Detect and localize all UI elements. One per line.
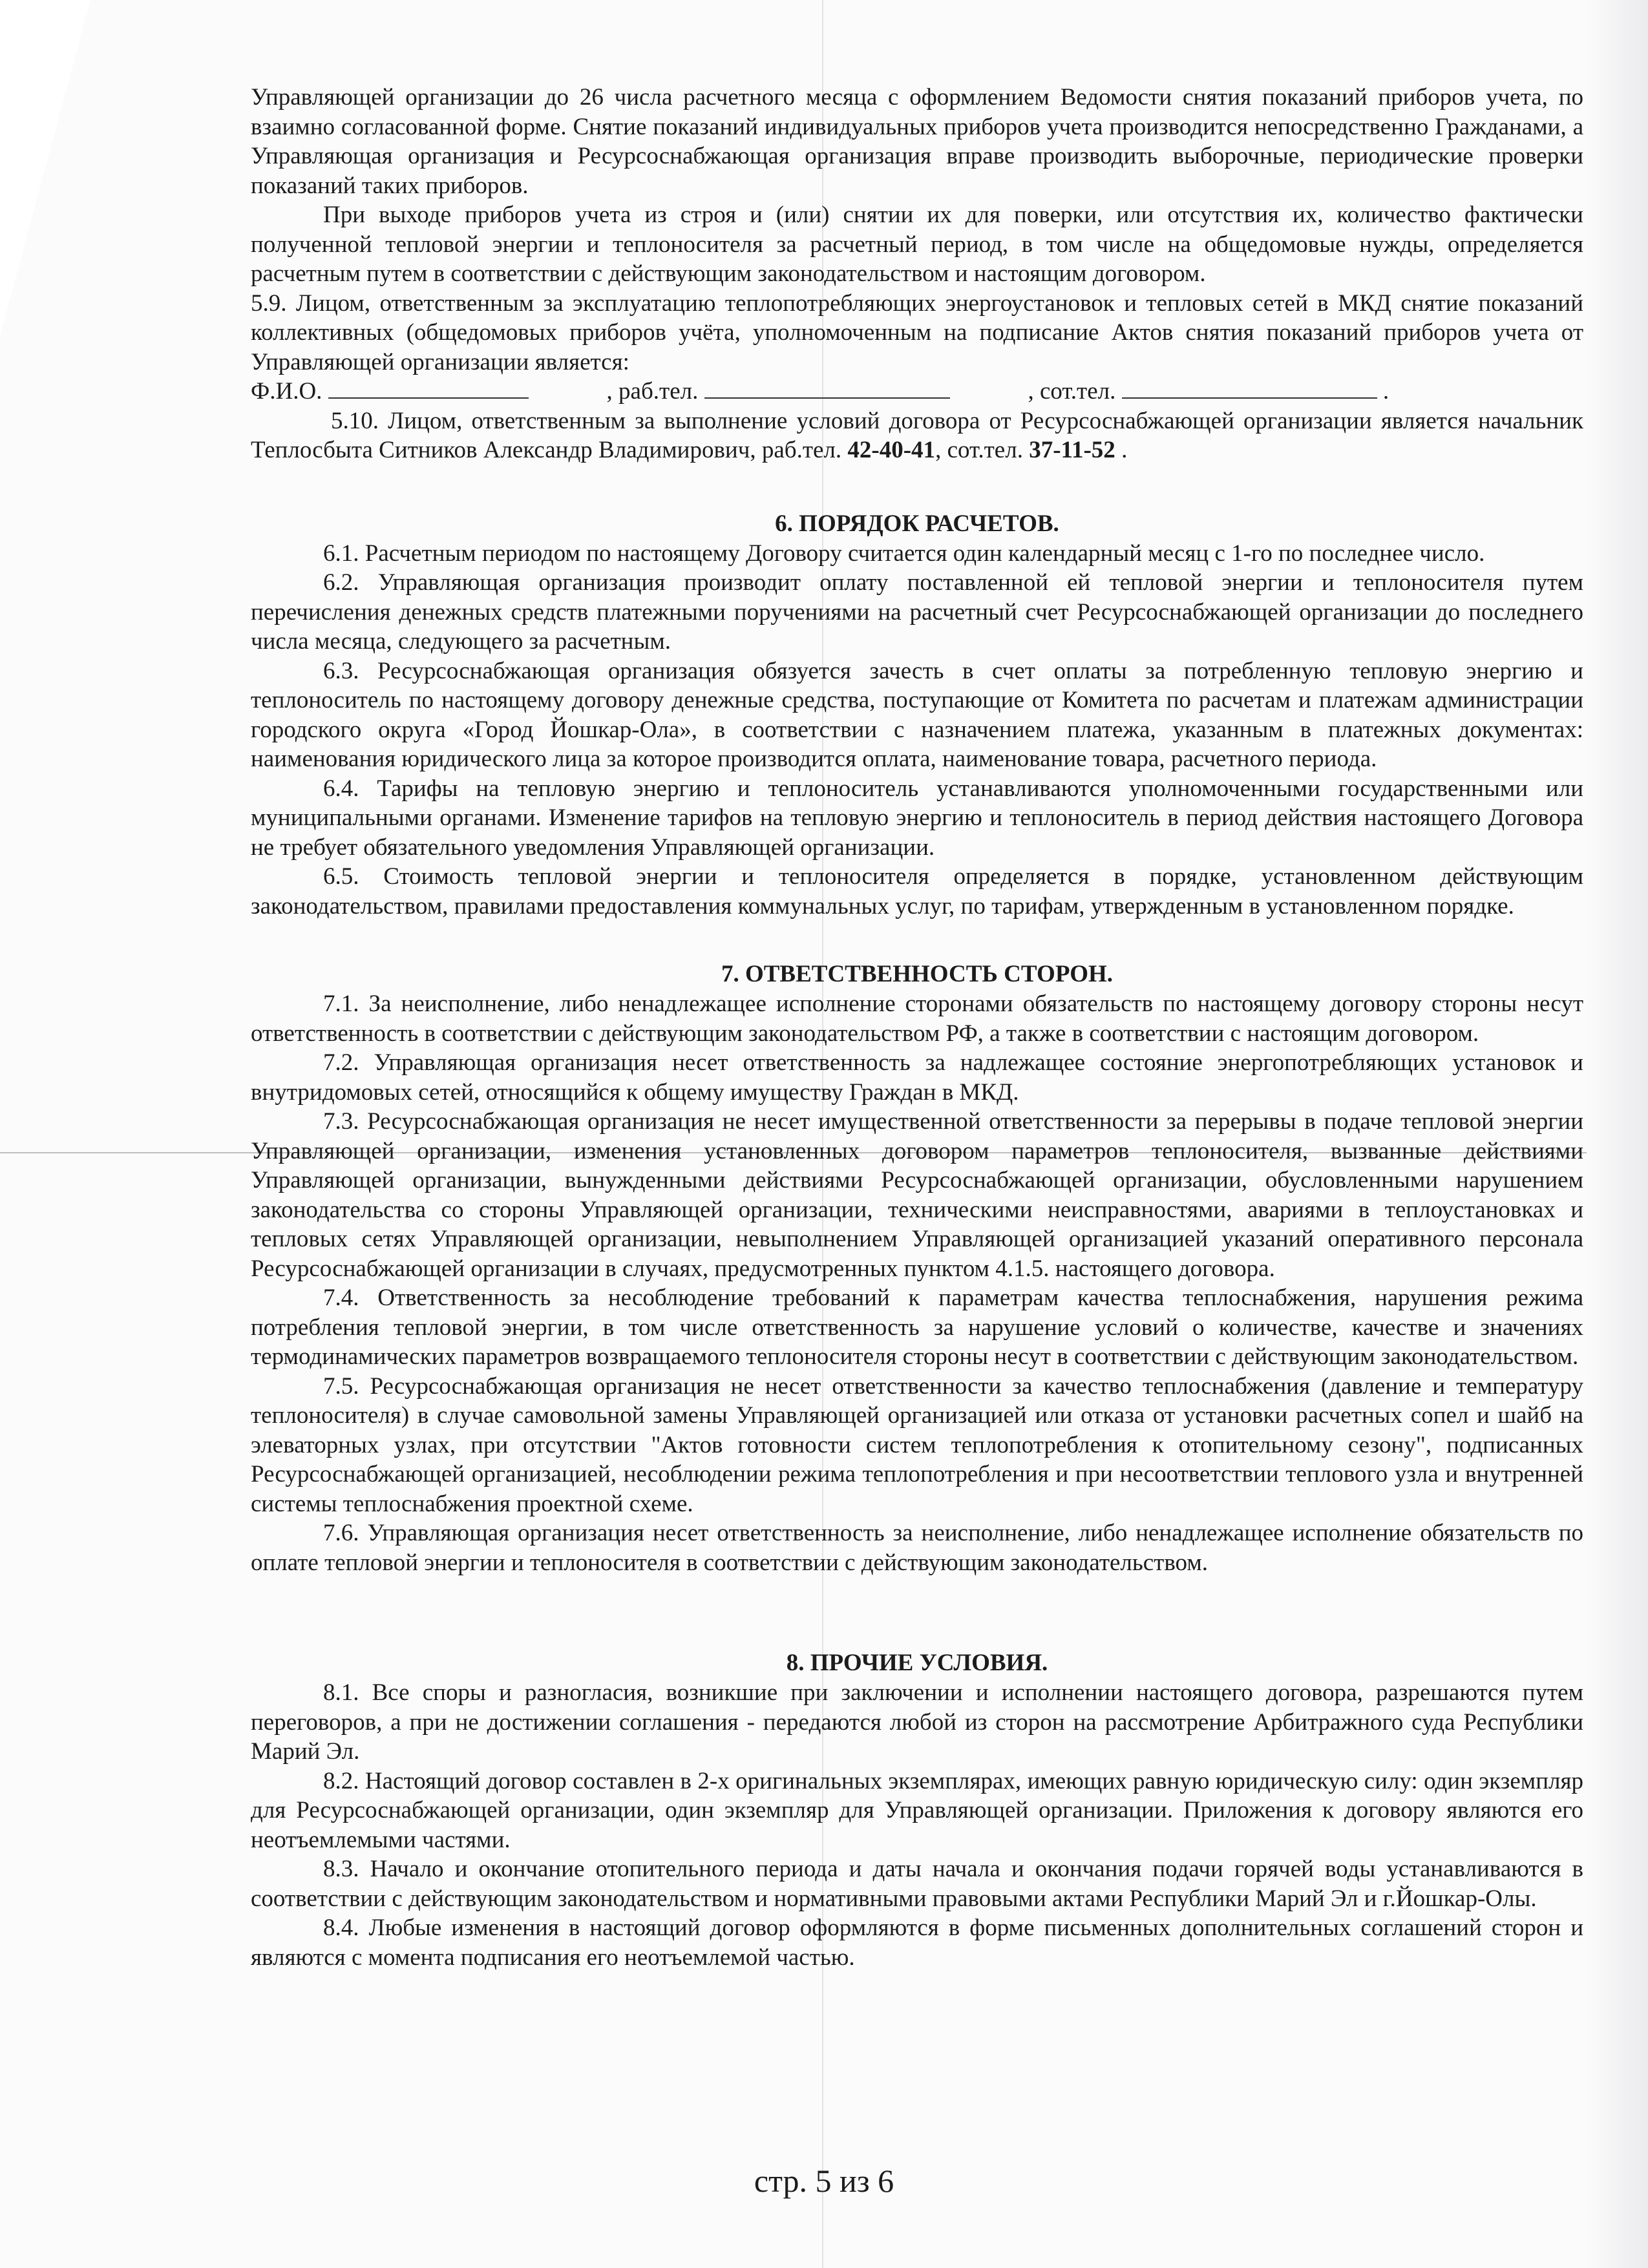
responsible-person-fields [251, 377, 1583, 406]
clause-6-3: 6.3. Ресурсоснабжающая организация обязуется зачесть в счет оплаты за потребленную тепловую энергию и теплоноситель по настоящему договору денежные средства, поступающие от Комитета по расчетам и платежам администрации городского округа «Город Йошкар-Ола», в соответствии с назначением платежа, указанным в платежных документах: наименования юридического лица за которое производится оплата, наименование товара, расчетного периода. [251, 657, 1583, 772]
work-phone-blank [704, 378, 950, 399]
section-7-heading: 7. ОТВЕТСТВЕННОСТЬ СТОРОН. [721, 961, 1114, 987]
folded-corner [0, 0, 90, 336]
clause-5-10 [251, 406, 1583, 465]
paragraph-meter-failure: При выходе приборов учета из строя и (или) снятии их для поверки, или отсутствия их, количество фактически полученной тепловой энергии и теплоносителя за расчетный период, в том числе на общедомовые нужды, определяется расчетным путем в соответствии с действующим законодательством и настоящим договором. [251, 202, 1583, 287]
work-phone-label: , раб.тел. [606, 378, 699, 404]
page-number: стр. 5 из 6 [754, 2163, 894, 2199]
section-6-heading: 6. ПОРЯДОК РАСЧЕТОВ. [775, 510, 1059, 537]
cell-phone-number: 37-11-52 [1029, 437, 1115, 463]
document-body [251, 83, 1583, 1972]
clause-7-1: 7.1. За неисполнение, либо ненадлежащее исполнение сторонами обязательств по настоящему договору стороны несут ответственность в соответствии с действующим законодательством РФ, а также в соответствии с настоящим договором. [251, 991, 1583, 1047]
clause-5-9: 5.9. Лицом, ответственным за эксплуатацию теплопотребляющих энергоустановок и тепловых сетей в МКД снятие показаний коллективных (общедомовых приборов учёта, уполномоченным на подписание Актов снятия показаний приборов учета от Управляющей организации является: [251, 289, 1583, 375]
fio-field [251, 377, 529, 406]
cell-phone-field [1028, 377, 1389, 406]
fio-blank [328, 378, 529, 399]
cell-phone-blank [1122, 378, 1377, 399]
fio-label: Ф.И.О. [251, 378, 322, 404]
clause-8-1: 8.1. Все споры и разногласия, возникшие при заключении и исполнении настоящего договора, разрешаются путем переговоров, а при не достижении соглашения - передаются любой из сторон на рассмотрение Арбитражного суда Республики Марий Эл. [251, 1679, 1583, 1765]
clause-7-5: 7.5. Ресурсоснабжающая организация не несет ответственности за качество теплоснабжения (давление и температуру теплоносителя) в случае самовольной замены Управляющей организацией или отказа от установки расчетных сопел и шайб на элеваторных узлах, при отсутствии "Актов готовности систем теплопотребления к отопительному сезону", подписанных Ресурсоснабжающей организацией, несоблюдении режима теплопотребления и при несоответствии теплового узла и внутренней системы теплоснабжения проектной схеме. [251, 1372, 1583, 1517]
clause-5-10-mid: , сот.тел. [935, 437, 1023, 463]
clause-7-2: 7.2. Управляющая организация несет ответственность за надлежащее состояние энергопотребляющих установок и внутридомовых сетей, относящийся к общему имуществу Граждан в МКД. [251, 1049, 1583, 1106]
clause-6-2: 6.2. Управляющая организация производит оплату поставленной ей тепловой энергии и теплоносителя путем перечисления денежных средств платежными поручениями на расчетный счет Ресурсоснабжающей организации до последнего числа месяца, следующего за расчетным. [251, 569, 1583, 655]
section-8-heading: 8. ПРОЧИЕ УСЛОВИЯ. [786, 1650, 1048, 1676]
clause-7-3: 7.3. Ресурсоснабжающая организация не несет имущественной ответственности за перерывы в подаче тепловой энергии Управляющей организации, изменения установленных договором параметров теплоносителя, вызванные действиями Управляющей организации, вынужденными действиями Ресурсоснабжающей организации, обусловленными нарушением законодательства со стороны Управляющей организации, техническими неисправностями, авариями в теплоустановках и тепловых сетях Управляющей организации, невыполнением Управляющей организацией указаний оперативного персонала Ресурсоснабжающей организации в случаях, предусмотренных пунктом 4.1.5. настоящего договора. [251, 1108, 1583, 1282]
clause-6-5: 6.5. Стоимость тепловой энергии и теплоносителя определяется в порядке, установленном действующим законодательством, правилами предоставления коммунальных услуг, по тарифам, утвержденным в установленном порядке. [251, 863, 1583, 919]
fields-end: . [1382, 378, 1389, 404]
work-phone-number: 42-40-41 [847, 437, 936, 463]
work-phone-field [607, 377, 950, 406]
clause-8-4: 8.4. Любые изменения в настоящий договор оформляются в форме письменных дополнительных соглашений сторон и являются с момента подписания его неотъемлемой частью. [251, 1915, 1583, 1971]
clause-8-2: 8.2. Настоящий договор составлен в 2-х оригинальных экземплярах, имеющих равную юридическую силу: один экземпляр для Ресурсоснабжающей организации, один экземпляр для Управляющей организации. Приложения к договору являются его неотъемлемыми частями. [251, 1767, 1583, 1853]
paragraph-meter-readings: Управляющей организации до 26 числа расчетного месяца с оформлением Ведомости снятия показаний приборов учета, по взаимно согласованной форме. Снятие показаний индивидуальных приборов учета производится непосредственно Гражданами, а Управляющая организация и Ресурсоснабжающая организация вправе производить выборочные, периодические проверки показаний таких приборов. [251, 84, 1583, 199]
clause-8-3: 8.3. Начало и окончание отопительного периода и даты начала и окончания подачи горячей воды устанавливаются в соответствии с действующим законодательством и нормативными правовыми актами Республики Марий Эл и г.Йошкар-Олы. [251, 1856, 1583, 1912]
clause-7-4: 7.4. Ответственность за несоблюдение требований к параметрам качества теплоснабжения, нарушения режима потребления тепловой энергии, в том числе ответственность за нарушение условий о количестве, качестве и значениях термодинамических параметров возвращаемого теплоносителя стороны несут в соответствии с действующим законодательством. [251, 1285, 1583, 1370]
clause-5-10-end: . [1121, 437, 1128, 463]
clause-7-6: 7.6. Управляющая организация несет ответственность за неисполнение, либо ненадлежащее исполнение обязательств по оплате тепловой энергии и теплоносителя в соответствии с действующим законодательством. [251, 1520, 1583, 1576]
scan-edge-shadow [1587, 0, 1648, 2268]
clause-6-1: 6.1. Расчетным периодом по настоящему Договору считается один календарный месяц с 1-го по последнее число. [323, 540, 1485, 567]
clause-5-10-text: 5.10. Лицом, ответственным за выполнение условий договора от Ресурсоснабжающей организации является начальник Теплосбыта Ситников Александр Владимирович, раб.тел. [251, 407, 1583, 463]
cell-phone-label: , сот.тел. [1028, 378, 1116, 404]
clause-6-4: 6.4. Тарифы на тепловую энергию и теплоноситель устанавливаются уполномоченными государственными или муниципальными органами. Изменение тарифов на тепловую энергию и теплоноситель в период действия настоящего Договора не требует обязательного уведомления Управляющей организации. [251, 775, 1583, 861]
